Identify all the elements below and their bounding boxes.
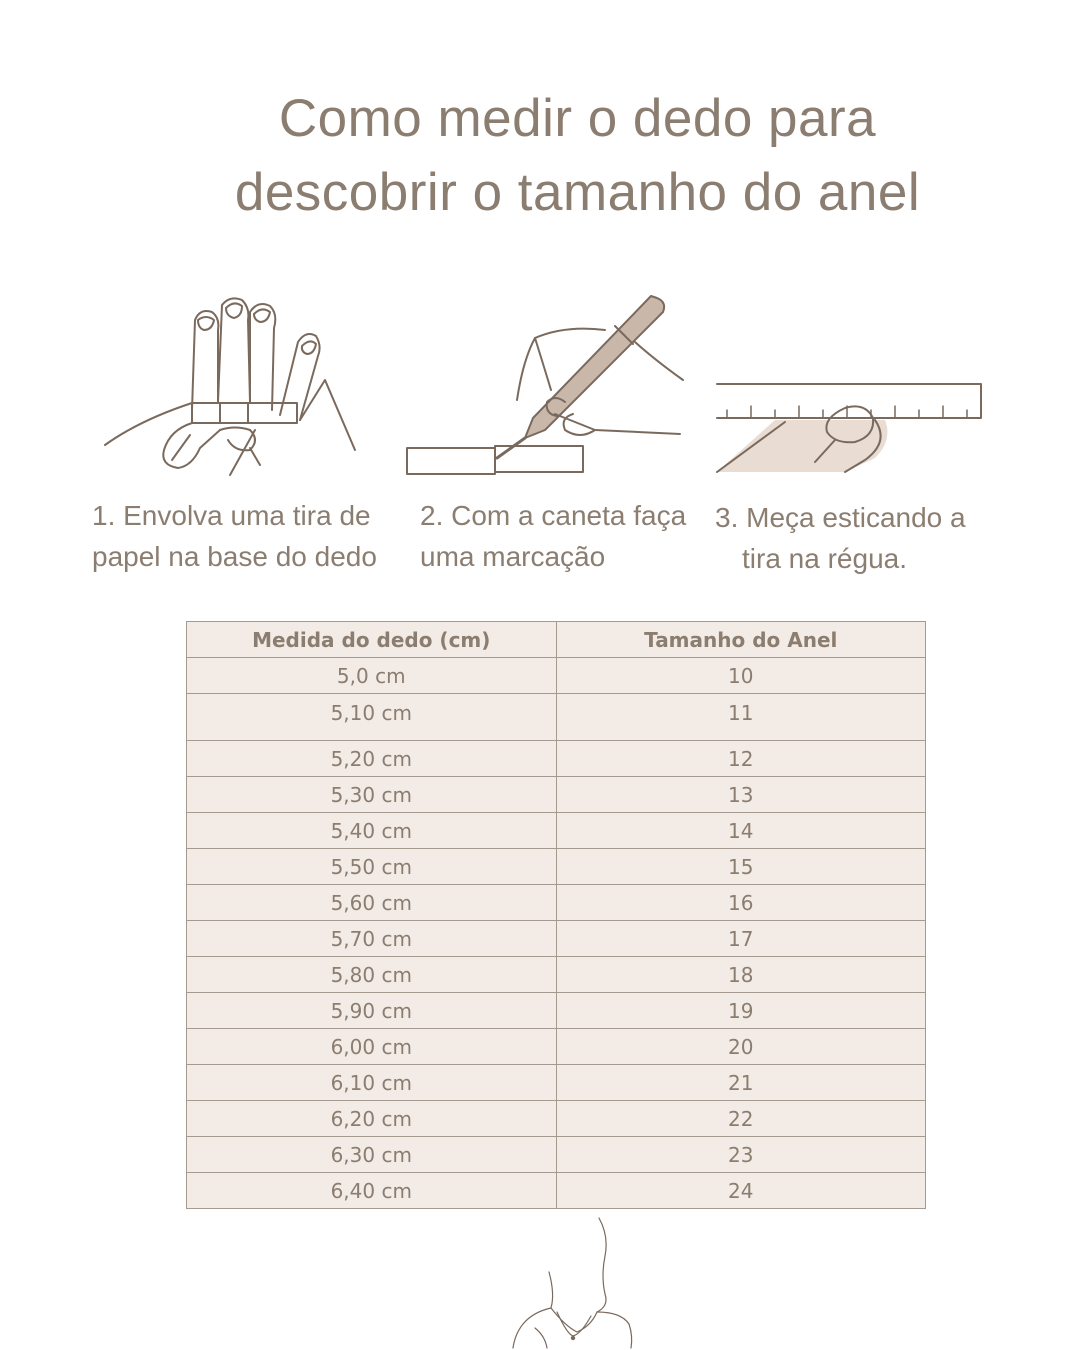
size-cell: 20 [556, 1029, 926, 1065]
table-row [187, 694, 926, 741]
size-cell: 18 [556, 957, 926, 993]
measure-cell: 6,30 cm [187, 1137, 557, 1173]
size-cell: 11 [556, 694, 926, 741]
ruler-measure-icon [715, 380, 985, 475]
measure-cell: 5,50 cm [187, 849, 557, 885]
size-cell: 24 [556, 1173, 926, 1209]
title-line-2: descobrir o tamanho do anel [234, 163, 921, 222]
table-row [187, 658, 926, 694]
measure-cell: 5,80 cm [187, 957, 557, 993]
measure-cell: 5,90 cm [187, 993, 557, 1029]
size-cell: 21 [556, 1065, 926, 1101]
measure-cell: 5,20 cm [187, 741, 557, 777]
size-cell: 17 [556, 921, 926, 957]
measure-cell: 6,10 cm [187, 1065, 557, 1101]
pen-marking-icon [405, 290, 685, 480]
hand-wrap-paper-icon [100, 290, 365, 485]
measure-cell: 5,60 cm [187, 885, 557, 921]
size-cell: 19 [556, 993, 926, 1029]
table-row [187, 1137, 926, 1173]
measure-cell: 6,00 cm [187, 1029, 557, 1065]
table-row [187, 1065, 926, 1101]
step-3-text: 3. Meça esticando a tira na régua. [715, 502, 966, 574]
table-row [187, 1029, 926, 1065]
step-2-text: 2. Com a caneta faça uma marcação [420, 500, 687, 572]
measure-cell: 5,40 cm [187, 813, 557, 849]
table-row [187, 813, 926, 849]
header-ring-size: Tamanho do Anel [556, 622, 926, 658]
measure-cell: 6,40 cm [187, 1173, 557, 1209]
page-title [0, 82, 1080, 230]
measure-cell: 5,0 cm [187, 658, 557, 694]
size-cell: 12 [556, 741, 926, 777]
size-cell: 23 [556, 1137, 926, 1173]
table-row [187, 993, 926, 1029]
ring-size-table [186, 621, 926, 1209]
table-row [187, 957, 926, 993]
table-row [187, 1101, 926, 1137]
table-header-row [187, 622, 926, 658]
step-1-text: 1. Envolva uma tira de papel na base do dedo [92, 500, 377, 572]
size-cell: 10 [556, 658, 926, 694]
size-cell: 14 [556, 813, 926, 849]
measure-cell: 6,20 cm [187, 1101, 557, 1137]
woman-necklace-line-art-icon [505, 1216, 640, 1350]
table-row [187, 1173, 926, 1209]
table-row [187, 741, 926, 777]
table-row [187, 777, 926, 813]
header-finger-measure: Medida do dedo (cm) [187, 622, 557, 658]
size-cell: 15 [556, 849, 926, 885]
table-row [187, 921, 926, 957]
table-row [187, 849, 926, 885]
measure-cell: 5,70 cm [187, 921, 557, 957]
measure-cell: 5,10 cm [187, 694, 557, 741]
table-row [187, 885, 926, 921]
measure-cell: 5,30 cm [187, 777, 557, 813]
size-cell: 16 [556, 885, 926, 921]
title-line-1: Como medir o dedo para [278, 89, 877, 148]
size-cell: 13 [556, 777, 926, 813]
size-cell: 22 [556, 1101, 926, 1137]
